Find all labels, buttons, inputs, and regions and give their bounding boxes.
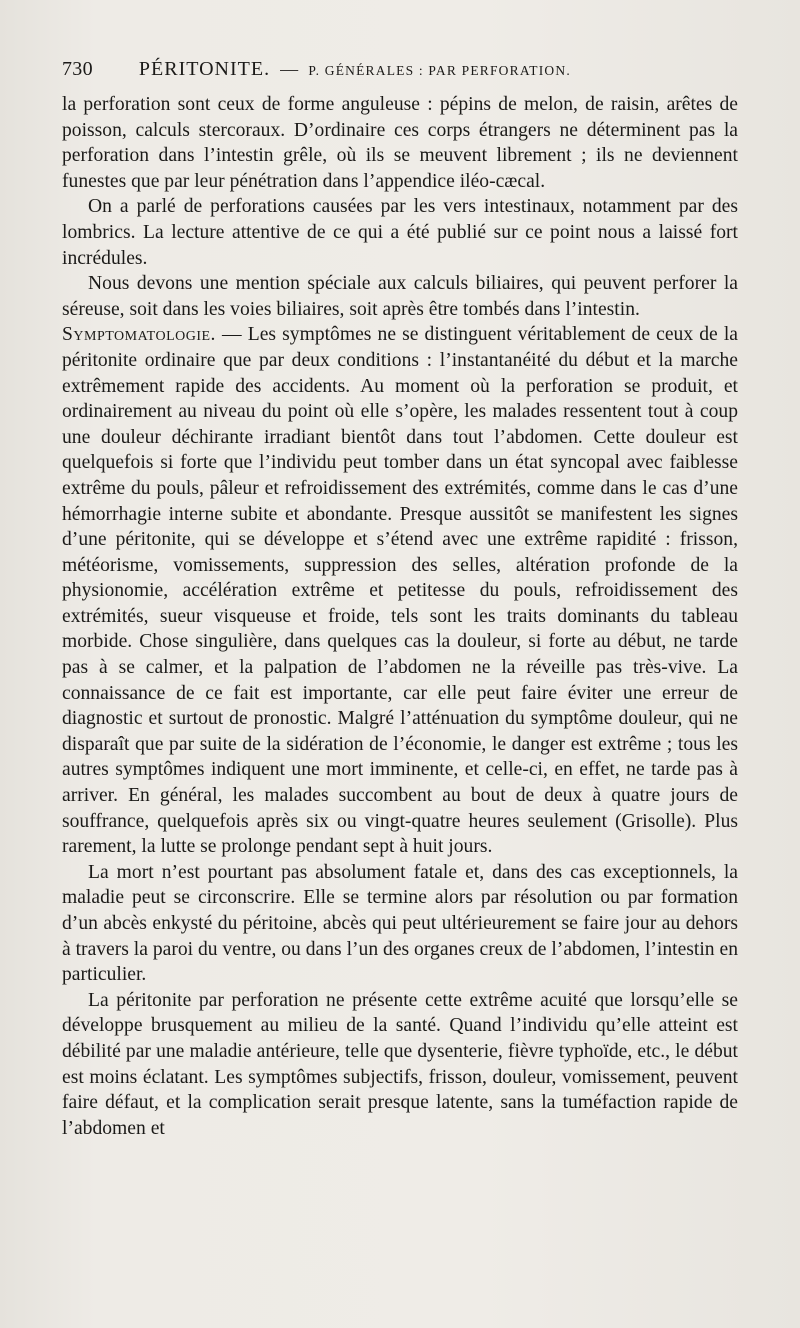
page-number: 730 xyxy=(62,58,93,80)
running-header xyxy=(62,58,738,90)
paragraph-calculs-biliaires: Nous devons une mention spéciale aux calculs biliaires, qui peuvent perforer la séreuse, soit dans les voies biliaires, soit après être tombés dans l’intestin. xyxy=(62,273,738,320)
running-subtitle: P. GÉNÉRALES : PAR PERFORATION. xyxy=(308,63,571,78)
body-text xyxy=(62,92,738,1141)
paragraph-vers-intestinaux: On a parlé de perforations causées par les vers intestinaux, notamment par des lombrics. La lecture attentive de ce qui a été publié sur ce point nous a laissé fort incrédules. xyxy=(62,196,738,269)
running-dash: — xyxy=(280,59,299,79)
paragraph-acuite: La péritonite par perforation ne présente cette extrême acuité que lorsqu’elle se développe brusquement au milieu de la santé. Quand l’individu qu’elle atteint est débilité par une maladie antérieure, telle que dysenterie, fièvre typhoïde, etc., le début est moins éclatant. Les symptômes subjectifs, frisson, douleur, vomissement, peuvent faire défaut, et la complication serait presque latente, sans la tuméfaction rapide de l’abdomen et xyxy=(62,989,738,1139)
section-heading-symptomatologie: Symptomatologie. xyxy=(62,324,216,346)
paragraph-continuation: la perforation sont ceux de forme anguleuse : pépins de melon, de raisin, arêtes de poisson, calculs stercoraux. D’ordinaire ces corps étrangers ne déterminent pas la perforation dans l’intestin grêle, où ils se meuvent librement ; ils ne deviennent funestes que par leur pénétration dans l’appendice iléo-cæcal. xyxy=(62,94,738,192)
running-title: PÉRITONITE. xyxy=(138,58,271,80)
paragraph-symptomatologie-text: — Les symptômes ne se distinguent véritablement de ceux de la péritonite ordinaire que par deux conditions : l’instantanéité du début et la marche extrêmement rapide des accidents. Au moment où la perforation se produit, et ordinairement au niveau du point où elle s’opère, les malades ressentent tout à coup une douleur déchirante irradiant bientôt dans tout l’abdomen. Cette douleur est quelquefois si forte que l’individu peut tomber dans un état syncopal avec faiblesse extrême du pouls, pâleur et refroidissement des extrémités, comme dans le cas d’une hémorrhagie interne subite et abondante. Presque aussitôt se manifestent les signes d’une péritonite, qui se développe et s’étend avec une extrême rapidité : frisson, météorisme, vomissements, suppression des selles, altération profonde de la physionomie, accélération extrême et petitesse du pouls, refroidissement des extrémités, sueur visqueuse et froide, tels sont les traits dominants du tableau morbide. Chose singulière, dans quelques cas la douleur, si forte au début, ne tarde pas à se calmer, et la palpation de l’abdomen ne la réveille pas très-vive. La connaissance de ce fait est importante, car elle peut faire éviter une erreur de diagnostic et surtout de pronostic. Malgré l’atténuation du symptôme douleur, qui ne disparaît que par suite de la sidération de l’économie, le danger est extrême ; tous les autres symptômes indiquent une mort imminente, et celle-ci, en effet, ne tarde pas à arriver. En général, les malades succombent au bout de deux à quatre jours de souffrance, quelquefois après six ou vingt-quatre heures seulement (Grisolle). Plus rarement, la lutte se prolonge pendant sept à huit jours. xyxy=(62,324,738,858)
paragraph-symptomatologie xyxy=(62,322,738,859)
paragraph-mort: La mort n’est pourtant pas absolument fatale et, dans des cas exceptionnels, la maladie peut se circonscrire. Elle se termine alors par résolution ou par formation d’un abcès enkysté du péritoine, abcès qui peut ultérieurement se faire jour au dehors à travers la paroi du ventre, ou dans l’un des organes creux de l’abdomen, l’intestin en particulier. xyxy=(62,861,738,986)
